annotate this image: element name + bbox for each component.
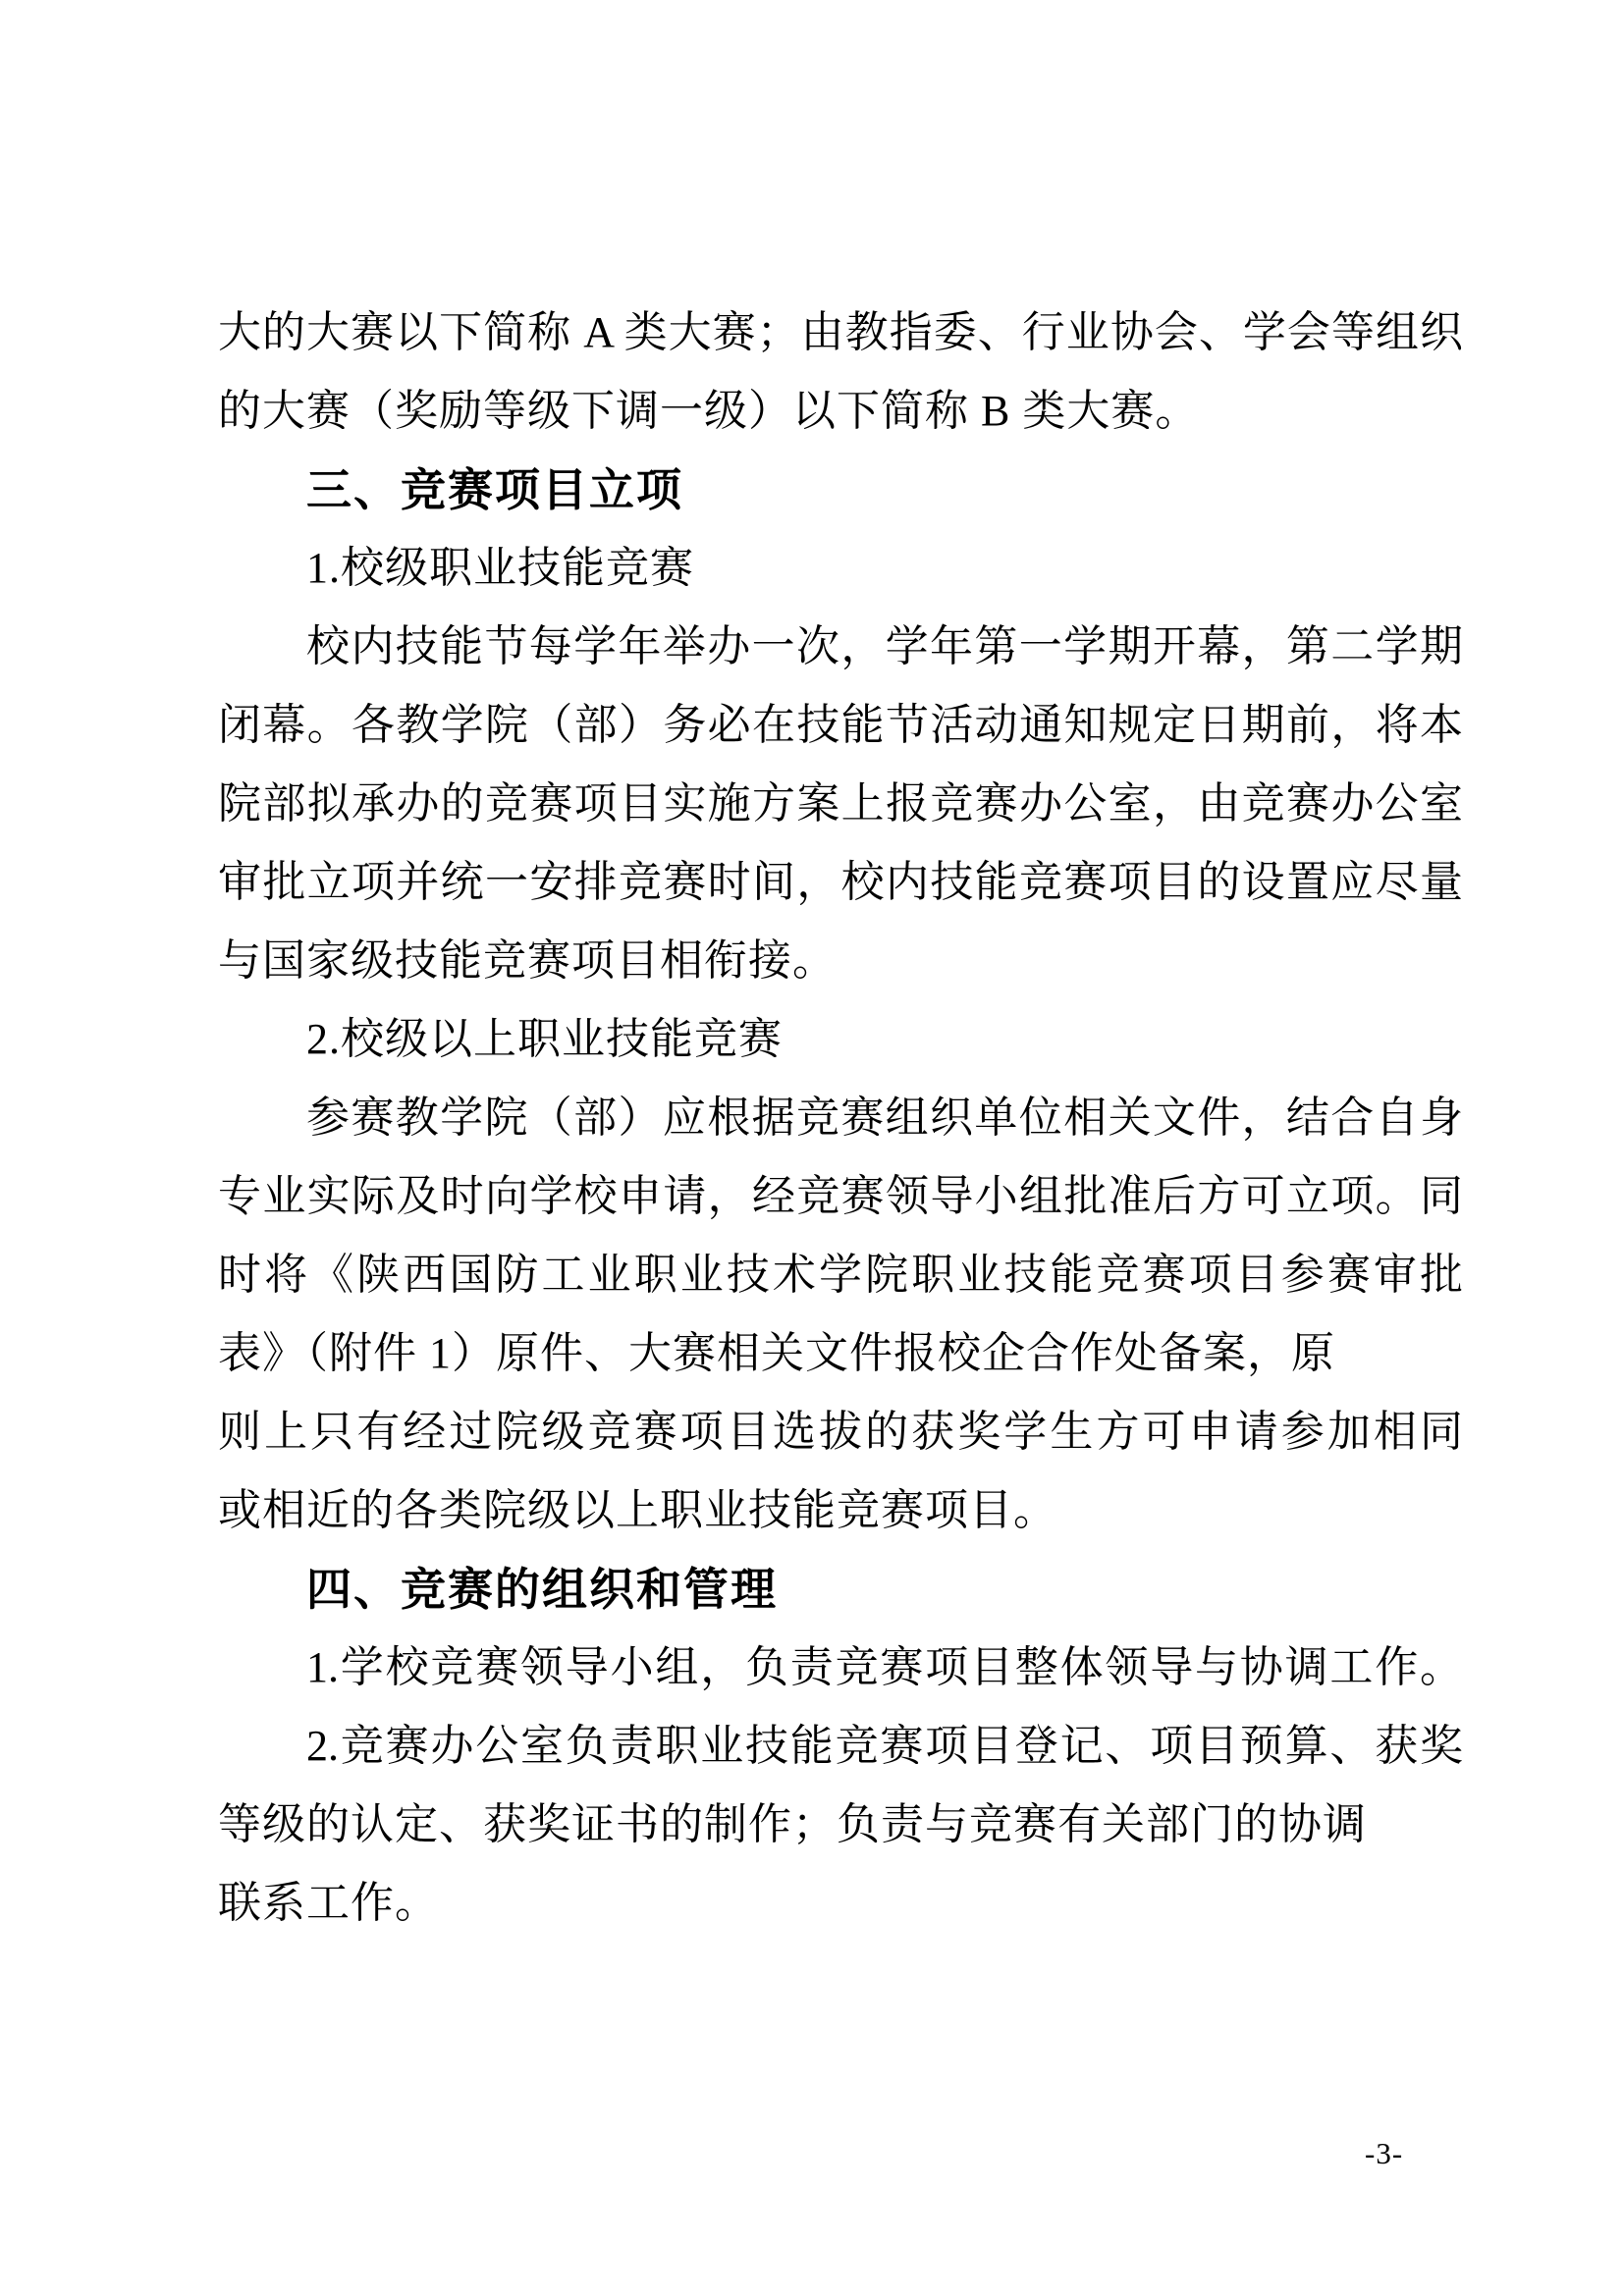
text-column	[218, 294, 1463, 1943]
text-line: 时将《陕西国防工业职业技术学院职业技能竞赛项目参赛审批	[218, 1251, 1463, 1299]
text-line: 表》（附件 1）原件、大赛相关文件报校企合作处备案，原	[218, 1329, 1335, 1377]
text-line: 1.学校竞赛领导小组，负责竞赛项目整体领导与协调工作。	[306, 1643, 1463, 1691]
text-line: 大的大赛以下简称 A 类大赛；由教指委、行业协会、学会等组织	[218, 308, 1463, 356]
text-line: 则上只有经过院级竞赛项目选拔的获奖学生方可申请参加相同	[218, 1408, 1463, 1456]
text-line: 2.校级以上职业技能竞赛	[306, 1015, 783, 1063]
text-line: 与国家级技能竞赛项目相衔接。	[218, 936, 837, 985]
section-heading: 三、竞赛项目立项	[306, 464, 683, 515]
text-line: 1.校级职业技能竞赛	[306, 544, 694, 592]
text-line: 2.竞赛办公室负责职业技能竞赛项目登记、项目预算、获奖	[306, 1722, 1463, 1770]
text-line: 院部拟承办的竞赛项目实施方案上报竞赛办公室，由竞赛办公室	[218, 779, 1463, 828]
text-line: 闭幕。各教学院（部）务必在技能节活动通知规定日期前，将本	[218, 701, 1463, 749]
page-number: -3-	[1365, 2136, 1404, 2170]
text-line: 审批立项并统一安排竞赛时间，校内技能竞赛项目的设置应尽量	[218, 858, 1463, 906]
text-line: 校内技能节每学年举办一次，学年第一学期开幕，第二学期	[306, 622, 1463, 670]
text-line: 的大赛（奖励等级下调一级）以下简称 B 类大赛。	[218, 387, 1200, 435]
text-line: 专业实际及时向学校申请，经竞赛领导小组批准后方可立项。同	[218, 1172, 1463, 1220]
section-heading: 四、竞赛的组织和管理	[306, 1564, 778, 1615]
text-line: 或相近的各类院级以上职业技能竞赛项目。	[218, 1486, 1057, 1534]
text-line: 参赛教学院（部）应根据竞赛组织单位相关文件，结合自身	[306, 1094, 1463, 1142]
text-line: 联系工作。	[218, 1879, 439, 1927]
text-line: 等级的认定、获奖证书的制作；负责与竞赛有关部门的协调	[218, 1800, 1367, 1848]
